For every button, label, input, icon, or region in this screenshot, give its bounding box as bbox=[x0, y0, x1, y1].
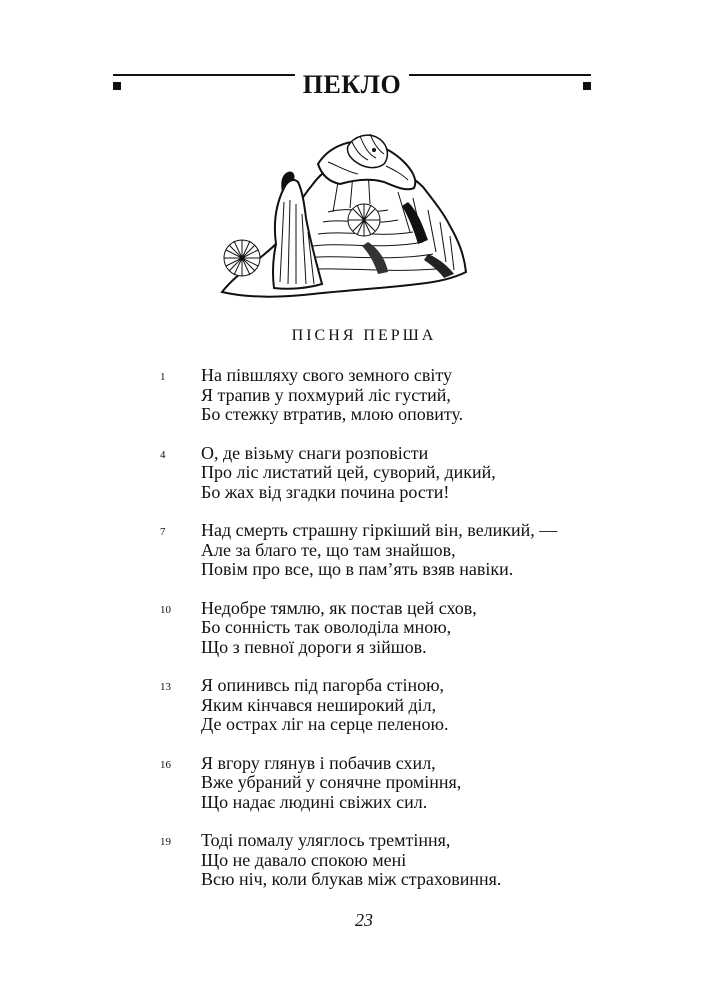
page-number: 23 bbox=[355, 910, 373, 930]
verse-line: Всю ніч, коли блукав між страховиння. bbox=[201, 869, 502, 889]
verse-line: Я вгору глянув і побачив схил, bbox=[201, 752, 436, 773]
verse-line: Недобре тямлю, як постав цей схов, bbox=[201, 597, 477, 618]
verse-line: Я опинивсь під пагорба стіною, bbox=[201, 675, 445, 695]
stanza bbox=[160, 831, 630, 890]
line-number: 13 bbox=[160, 681, 171, 693]
verse-line: Повім про все, що в пам’ять взяв навіки. bbox=[201, 559, 514, 579]
stanza bbox=[160, 676, 630, 735]
line-number: 7 bbox=[160, 526, 166, 538]
line-number: 10 bbox=[160, 603, 171, 616]
verse-line: Про ліс листатий цей, суворий, дикий, bbox=[201, 462, 496, 482]
verse-line: Вже убраний у сонячне проміння, bbox=[201, 772, 462, 792]
verse-line: Де острах ліг на серце пеленою. bbox=[201, 714, 449, 734]
verse-line: Що надає людині свіжих сил. bbox=[201, 791, 428, 812]
line-number: 19 bbox=[160, 836, 171, 848]
line-number: 16 bbox=[160, 758, 171, 771]
verse-line: Я трапив у похмурий ліс густий, bbox=[201, 384, 451, 405]
chapter-title: ПЕКЛО bbox=[302, 70, 402, 99]
stanza bbox=[160, 444, 630, 503]
verse-line: Тоді помалу уляглось тремтіння, bbox=[201, 830, 451, 850]
verse-line: Але за благо те, що там знайшов, bbox=[201, 539, 456, 560]
chapter-header bbox=[113, 62, 591, 102]
verse-line: Яким кінчався неширокий діл, bbox=[201, 694, 437, 715]
verse-line: На півшляху свого земного світу bbox=[201, 365, 453, 385]
line-number: 1 bbox=[160, 371, 166, 383]
verse-line: Бо жах від згадки почина рости! bbox=[201, 481, 450, 502]
verse-line: О, де візьму снаги розповісти bbox=[201, 442, 429, 463]
verse-line: Що не давало спокою мені bbox=[201, 849, 407, 870]
stanza bbox=[160, 521, 630, 580]
poem bbox=[160, 366, 630, 909]
verse-line: Бо стежку втратив, млою оповиту. bbox=[201, 404, 464, 424]
stanza bbox=[160, 599, 630, 658]
canto-title: ПІСНЯ ПЕРША bbox=[291, 327, 437, 344]
verse-line: Що з певної дороги я зійшов. bbox=[201, 636, 427, 657]
verse-line: Бо сонність так оволоділа мною, bbox=[201, 617, 452, 637]
rocky-hill-lion-figure-illustration bbox=[218, 122, 470, 302]
line-number: 4 bbox=[160, 448, 166, 461]
stanza bbox=[160, 754, 630, 813]
stanza bbox=[160, 366, 630, 425]
verse-line: Над смерть страшну гіркіший він, великий, — bbox=[201, 520, 558, 540]
